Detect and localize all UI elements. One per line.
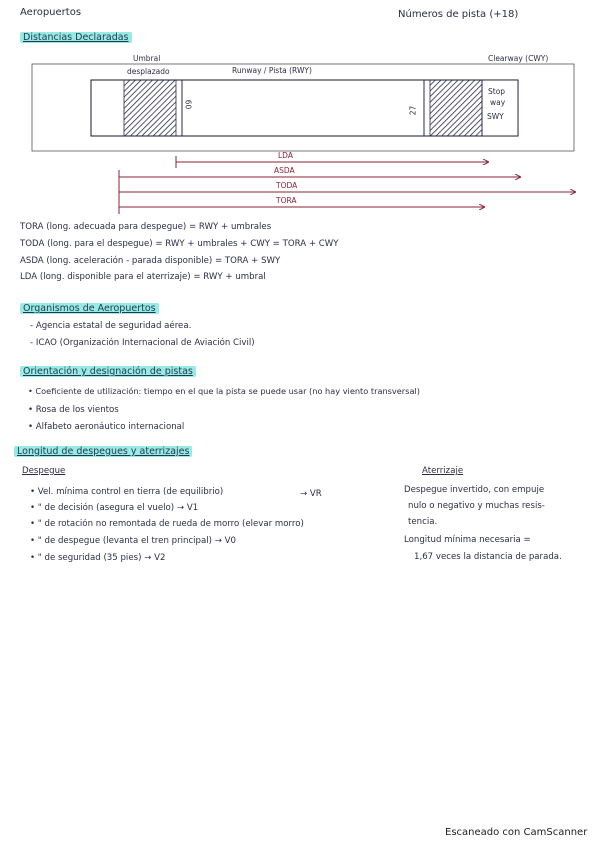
arrow-label-toda: TODA xyxy=(276,181,298,190)
organism-item-2: - ICAO (Organización Internacional de Aviación Civil) xyxy=(30,338,255,348)
arrow-label-tora: TORA xyxy=(276,196,297,205)
landing-item-4: Longitud mínima necesaria = xyxy=(404,535,531,545)
label-rwy-09: 09 xyxy=(184,99,194,110)
organism-item-1: - Agencia estatal de seguridad aérea. xyxy=(30,321,192,331)
declared-distance-arrows xyxy=(119,156,575,214)
landing-item-1: Despegue invertido, con empuje xyxy=(404,485,545,495)
definition-asda: ASDA (long. aceleración - parada disponible) = TORA + SWY xyxy=(20,256,281,266)
label-stopway-3: SWY xyxy=(487,112,504,121)
takeoff-item-1: • Vel. mínima control en tierra (de equilibrio) xyxy=(30,487,224,497)
label-rwy-27: 27 xyxy=(408,105,418,116)
label-stopway: Stop xyxy=(488,87,506,96)
label-clearway: Clearway (CWY) xyxy=(488,54,549,63)
end-hatch xyxy=(430,80,482,136)
label-runway: Runway / Pista (RWY) xyxy=(232,66,312,75)
label-stopway-2: way xyxy=(490,98,506,107)
definition-toda: TODA (long. para el despegue) = RWY + umbrales + CWY = TORA + CWY xyxy=(20,239,339,249)
takeoff-item-5: • " de seguridad (35 pies) → V2 xyxy=(30,553,166,563)
landing-item-5: 1,67 veces la distancia de parada. xyxy=(414,552,562,562)
page-subtitle: Números de pista (+18) xyxy=(398,9,519,20)
takeoff-title: Despegue xyxy=(22,466,66,476)
orientation-item-2: • Rosa de los vientos xyxy=(28,405,119,415)
arrow-label-asda: ASDA xyxy=(274,166,295,175)
scanner-watermark: Escaneado con CamScanner xyxy=(445,827,588,838)
takeoff-item-4: • " de despegue (levanta el tren principal) → V0 xyxy=(30,536,237,546)
landing-item-3: tencia. xyxy=(408,517,438,527)
page-title: Aeropuertos xyxy=(20,7,82,18)
definition-lda: LDA (long. disponible para el aterrizaje) = RWY + umbral xyxy=(20,272,266,282)
runway-diagram xyxy=(0,0,599,220)
displaced-threshold-hatch xyxy=(124,80,176,136)
definition-tora: TORA (long. adecuada para despegue) = RWY + umbrales xyxy=(20,222,272,232)
label-threshold: Umbral xyxy=(133,54,161,63)
takeoff-item-2: • " de decisión (asegura el vuelo) → V1 xyxy=(30,503,199,513)
vr-note: → VR xyxy=(300,489,322,499)
orientation-item-3: • Alfabeto aeronáutico internacional xyxy=(28,422,185,432)
section-heading-organisms: Organismos de Aeropuertos xyxy=(20,303,159,314)
section-heading-lengths: Longitud de despegues y aterrizajes xyxy=(14,446,192,457)
landing-title: Aterrizaje xyxy=(422,466,464,476)
section-heading-orientation: Orientación y designación de pistas xyxy=(20,366,196,377)
orientation-item-1: • Coeficiente de utilización: tiempo en el que la pista se puede usar (no hay viento transversal) xyxy=(28,386,420,396)
arrow-label-lda: LDA xyxy=(278,151,293,160)
landing-item-2: nulo o negativo y muchas resis- xyxy=(408,501,545,511)
section-heading-declared: Distancias Declaradas xyxy=(20,32,132,43)
takeoff-item-3: • " de rotación no remontada de rueda de morro (elevar morro) xyxy=(30,519,304,529)
label-threshold-2: desplazado xyxy=(127,67,170,76)
